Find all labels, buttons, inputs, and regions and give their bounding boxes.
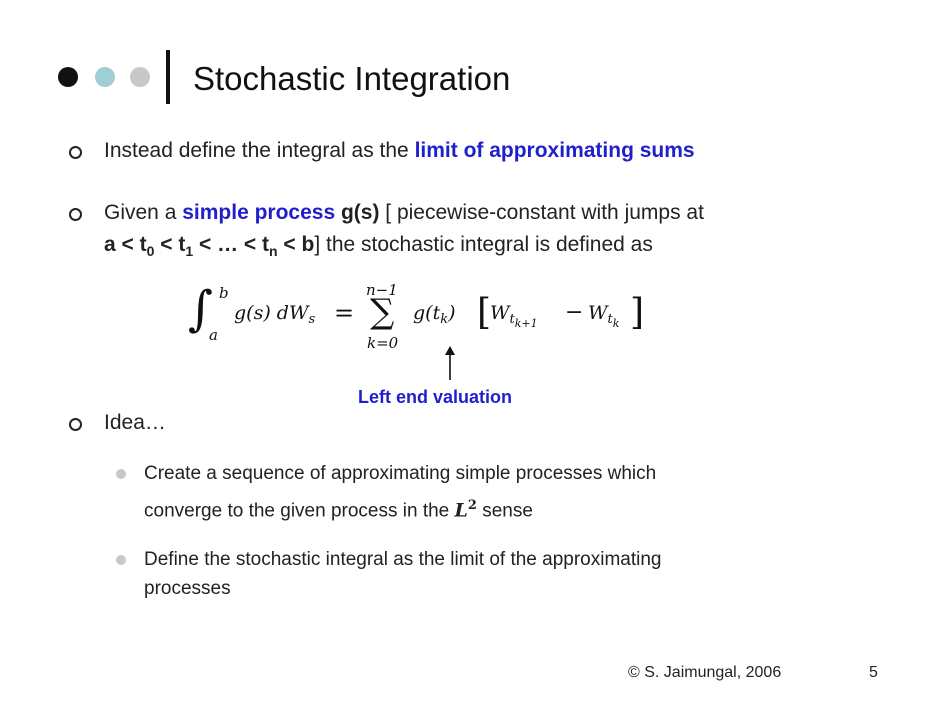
l2-symbol: L [454,499,468,522]
formula-w1-main: W [490,302,510,324]
partition-sub-n: n [269,243,278,260]
sum-upper: n−1 [366,281,398,299]
sub-bullet-1-line-2 [144,495,533,522]
formula-lhs-main: g(s) dW [234,302,309,324]
sub-bullet-dot-2 [116,555,126,565]
bullet-2-line-2-post: ] the stochastic integral is defined as [314,233,653,256]
bullet-ring-3 [69,418,82,431]
bullet-2-line-1 [104,201,704,225]
sub-bullet-1-line-1: Create a sequence of approximating simple processes which [144,463,657,484]
formula-w2 [588,302,620,330]
header-dot-grey [130,67,150,87]
sub-bullet-1-pre: converge to the given process in the [144,500,455,522]
partition-sub-1: 1 [185,243,194,260]
footer-copyright: © S. Jaimungal, 2006 [628,664,782,681]
bullet-1-pre: Instead define the integral as the [104,139,415,162]
formula-term-sub: k [440,312,449,327]
formula-lhs [234,302,316,327]
bullet-2-gs: g(s) [335,201,380,224]
integral-sign: ∫ [188,281,214,337]
formula-w2-main: W [588,302,608,324]
partition-a: a < t [104,233,147,256]
integral-lower: a [209,326,218,344]
sum-sign: ∑ [370,292,395,332]
formula-w1 [490,302,538,330]
formula-term-main: g(t [413,302,441,324]
formula-term-close: ) [448,302,456,324]
bullet-1-emphasis: limit of approximating sums [414,139,695,162]
bullet-ring-2 [69,208,82,221]
formula-equals: = [334,299,355,327]
bracket-close: ] [630,292,645,333]
annotation-left-end: Left end valuation [358,387,513,407]
footer-page-number: 5 [869,664,878,681]
bullet-3-text: Idea… [104,411,166,434]
formula-w2-subsub: k [612,317,620,330]
formula-w1-sub: t [509,312,515,327]
sum-lower: k=0 [367,334,399,352]
bullet-1-text [104,139,695,163]
header-dot-teal [95,67,115,87]
formula-term [413,302,456,327]
bullet-ring-1 [69,146,82,159]
sub-bullet-1-post: sense [476,500,533,522]
bullet-2-line-2 [104,233,653,263]
formula-w2-sub: t [607,312,613,327]
formula-w1-subsub: k+1 [514,317,538,330]
formula-minus: − [565,300,584,325]
slide-title: Stochastic Integration [193,60,511,97]
bullet-2-pre: Given a [104,201,183,224]
partition-mid-3: < b [277,233,315,256]
up-arrow-icon [442,346,458,382]
header-dot-black [58,67,78,87]
header-divider [166,50,170,104]
bracket-open: [ [477,292,492,333]
partition-sub-0: 0 [146,243,155,260]
partition-mid-1: < t [154,233,186,256]
sub-bullet-2-line-2: processes [144,578,231,599]
sub-bullet-2-line-1: Define the stochastic integral as the limit of the approximating [144,549,662,570]
sub-bullet-dot-1 [116,469,126,479]
partition-mid-2: < … < t [193,233,269,256]
formula-lhs-sub: s [308,312,316,327]
integral-upper: b [219,284,229,302]
bullet-2-emphasis: simple process [182,201,336,224]
l2-superscript: 2 [467,498,477,513]
bullet-2-post: [ piecewise-constant with jumps at [379,201,704,224]
